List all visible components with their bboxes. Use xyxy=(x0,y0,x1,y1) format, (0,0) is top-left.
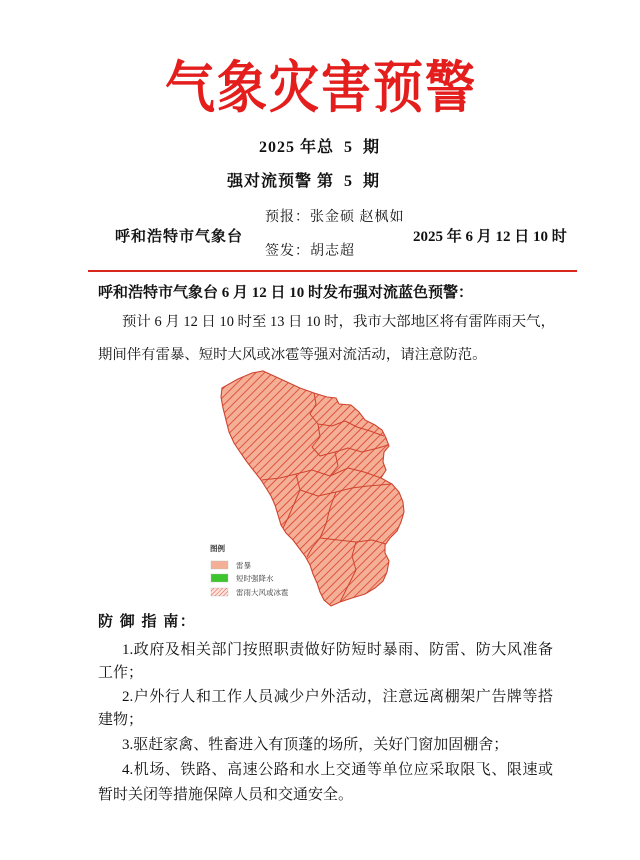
guide-item xyxy=(98,686,555,731)
issue-datetime: 2025 年 6 月 12 日 10 时 xyxy=(413,229,567,245)
guide-item-line: 工作； xyxy=(98,665,144,681)
guide-item xyxy=(98,759,555,806)
warning-map xyxy=(200,365,412,610)
red-divider xyxy=(88,270,577,272)
guide-item-line: 建物； xyxy=(98,712,144,728)
guide-item-line: 暂时关闭等措施保障人员和交通安全。 xyxy=(98,787,354,803)
map-legend xyxy=(210,543,289,597)
guide-item-line: 4.机场、铁路、高速公路和水上交通等单位应采取限飞、限速或 xyxy=(122,762,553,778)
warning-bulletin xyxy=(98,282,555,366)
legend-swatch-heavy-rain xyxy=(211,574,228,582)
forecaster-line: 预报：张金硕 赵枫如 xyxy=(265,210,405,225)
guide-item-line: 1.政府及相关部门按照职责做好防短时暴雨、防雷、防大风准备 xyxy=(122,642,553,658)
guide-heading: 防 御 指 南： xyxy=(98,614,197,630)
signer-line: 签发：胡志超 xyxy=(265,244,355,259)
bulletin-line: 期间伴有雷暴、短时大风或冰雹等强对流活动，请注意防范。 xyxy=(98,347,487,363)
guide-item-line: 3.驱赶家禽、牲畜进入有顶蓬的场所，关好门窗加固棚舍； xyxy=(122,737,509,753)
issue-total-number: 2025 年总 5 期 xyxy=(258,139,380,156)
legend-swatch-thunderstorm xyxy=(211,561,228,569)
legend-label-gale-hail: 雷雨大风或冰雹 xyxy=(236,588,289,597)
legend-title: 图例 xyxy=(210,544,225,553)
bulletin-line: 预计 6 月 12 日 10 时至 13 日 10 时，我市大部地区将有雷阵雨天气， xyxy=(122,314,555,330)
guide-item xyxy=(98,734,555,756)
guide-item xyxy=(98,639,555,684)
legend-label-heavy-rain: 短时强降水 xyxy=(236,574,274,583)
legend-swatch-gale-hail xyxy=(211,588,228,596)
legend-label-thunderstorm: 雷暴 xyxy=(236,561,251,570)
document-title: 气象灾害预警 xyxy=(165,56,477,120)
bulletin-heading: 呼和浩特市气象台 6 月 12 日 10 时发布强对流蓝色预警： xyxy=(98,285,474,301)
gale-hail-area xyxy=(221,371,404,606)
issuing-agency: 呼和浩特市气象台 xyxy=(115,229,244,245)
issue-type-number: 强对流预警 第 5 期 xyxy=(226,173,380,190)
guide-item-line: 2.户外行人和工作人员减少户外活动，注意远离棚架广告牌等搭 xyxy=(122,689,553,705)
